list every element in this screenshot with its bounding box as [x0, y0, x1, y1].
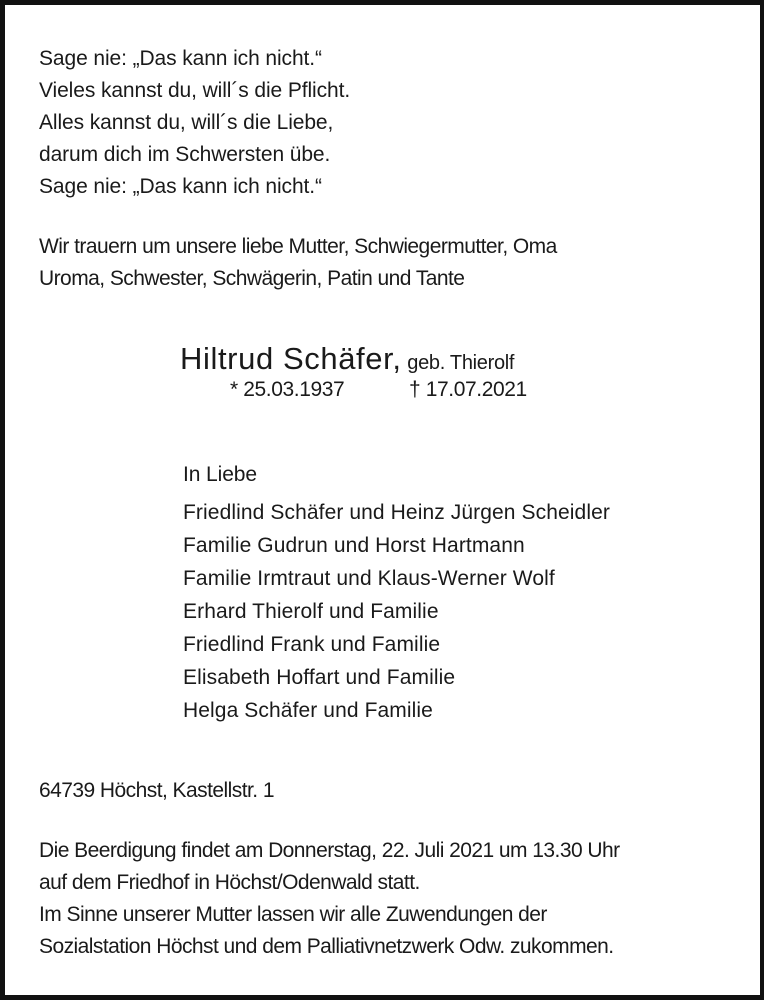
poem-line: darum dich im Schwersten übe.	[39, 143, 331, 166]
mourner-name: Elisabeth Hoffart und Familie	[183, 666, 456, 689]
address: 64739 Höchst, Kastellstr. 1	[39, 779, 274, 802]
death-date: † 17.07.2021	[409, 378, 527, 401]
deceased-birth-name: geb. Thierolf	[407, 352, 515, 374]
funeral-line: auf dem Friedhof in Höchst/Odenwald statt.	[39, 871, 420, 894]
mourner-name: Helga Schäfer und Familie	[183, 699, 433, 722]
mourner-name: Familie Irmtraut und Klaus-Werner Wolf	[183, 567, 555, 590]
intro-line: Wir trauern um unsere liebe Mutter, Schwiegermutter, Oma	[39, 235, 557, 258]
mourner-name: Friedlind Schäfer und Heinz Jürgen Scheidler	[183, 501, 610, 524]
deceased-name: Hiltrud Schäfer,	[180, 341, 402, 376]
mourner-name: Friedlind Frank und Familie	[183, 633, 441, 656]
funeral-line: Im Sinne unserer Mutter lassen wir alle Zuwendungen der	[39, 903, 547, 926]
mourner-name: Familie Gudrun und Horst Hartmann	[183, 534, 525, 557]
mourner-name: Erhard Thierolf und Familie	[183, 600, 439, 623]
poem-line: Vieles kannst du, will´s die Pflicht.	[39, 79, 351, 102]
poem-line: Sage nie: „Das kann ich nicht.“	[39, 175, 322, 198]
intro-line: Uroma, Schwester, Schwägerin, Patin und Tante	[39, 267, 465, 290]
funeral-line: Sozialstation Höchst und dem Palliativnetzwerk Odw. zukommen.	[39, 935, 614, 958]
mourners-heading: In Liebe	[183, 463, 257, 486]
funeral-line: Die Beerdigung findet am Donnerstag, 22. Juli 2021 um 13.30 Uhr	[39, 839, 620, 862]
poem-line: Sage nie: „Das kann ich nicht.“	[39, 47, 322, 70]
birth-date: * 25.03.1937	[230, 378, 345, 401]
poem-line: Alles kannst du, will´s die Liebe,	[39, 111, 334, 134]
